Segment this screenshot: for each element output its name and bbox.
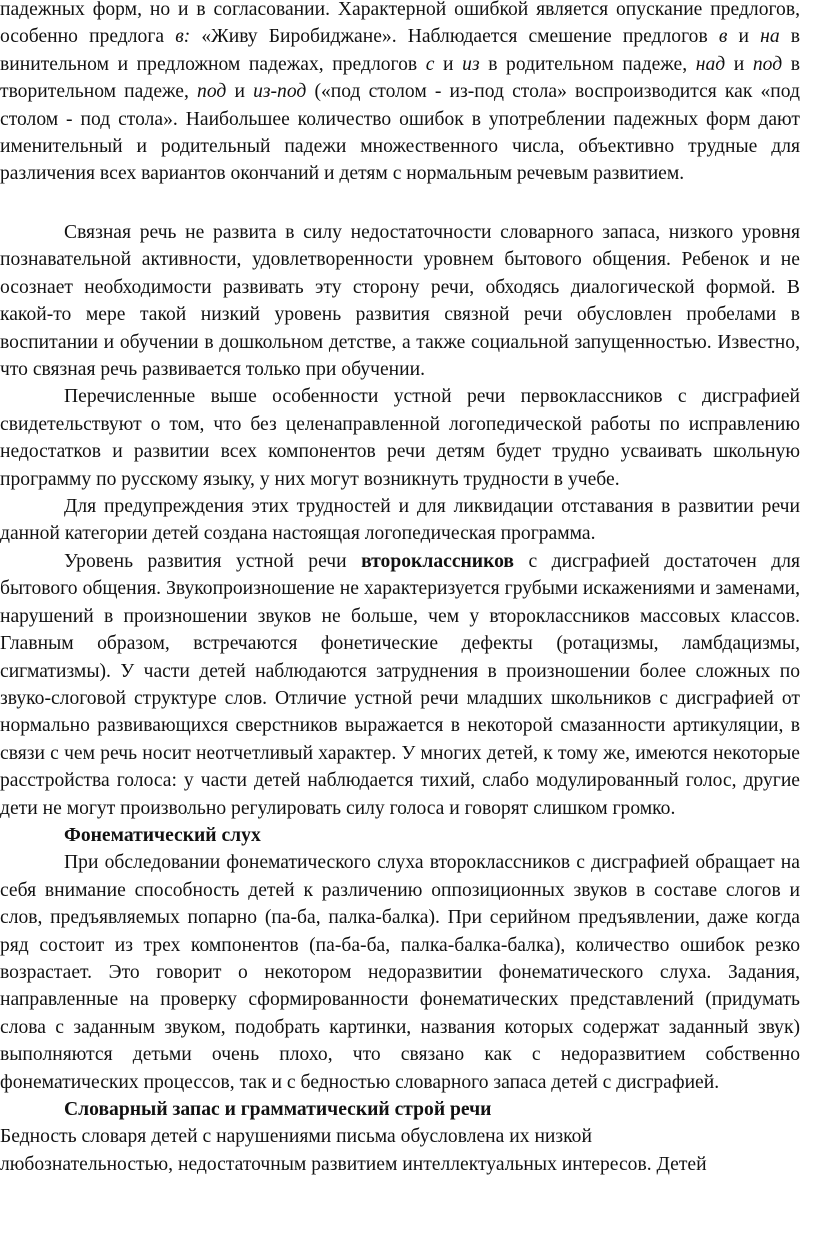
paragraph-program: Для предупреждения этих трудностей и для ликвидации отставания в развитии речи данной категории детей создана настоящая логопедическая программа.: [0, 496, 800, 545]
document-body: [0, 219, 800, 1178]
section-heading-phonemic-hearing: Фонематический слух: [64, 824, 261, 846]
paragraph-vocabulary-line-2: любознательностью, недостаточным развитием интеллектуальных интересов. Детей: [0, 1153, 707, 1175]
paragraph-phonemic-hearing: При обследовании фонематического слуха второклассников с дисграфией обращает на себя внимание способность детей к различению оппозиционных звуков в составе слогов и слов, предъявляемых попарно (па-ба, палка-балка). При серийном предъявлении, даже когда ряд состоит из трех компонентов (па-ба-ба, палка-балка-балка), количество ошибок резко возрастает. Это говорит о некотором недоразвитии фонематического слуха. Задания, направленные на проверку сформированности фонематических представлений (придумать слова с заданным звуком, подобрать картинки, названия которых содержат заданный звук) выполняются детьми очень плохо, что связано как с недоразвитием собственно фонематических процессов, так и с бедностью словарного запаса детей с дисграфией.: [0, 852, 800, 1093]
paragraph-connected-speech: Связная речь не развита в силу недостаточности словарного запаса, низкого уровня познавательной активности, удовлетворенности уровнем бытового общения. Ребенок и не осознает необходимости развивать эту сторону речи, обходясь диалогической формой. В какой-то мере такой низкий уровень развития связной речи обусловлен пробелами в воспитании и обучении в дошкольном детстве, а также социальной запущенностью. Известно, что связная речь развивается только при обучении.: [0, 222, 800, 381]
paragraph-case-forms: падежных форм, но и в согласовании. Характерной ошибкой является опускание предлогов, особенно предлога в: «Живу Биробиджане». Наблюдается смешение предлогов в и на в винительном и предложном падежах, предлогов с и из в родительном падеже, над и под в творительном падеже, под и из-под («под столом - из-под стола» воспроизводится как «под столом - под стола». Наибольшее количество ошибок в употреблении падежных форм дают именительный и родительный падежи множественного числа, объективно трудные для различения всех вариантов окончаний и детям с нормальным речевым развитием.: [0, 0, 801, 185]
paragraph-second-graders: Уровень развития устной речи второклассников с дисграфией достаточен для бытового общения. Звукопроизношение не характеризуется грубыми искажениями и заменами, нарушений в произношении звуков не больше, чем у второклассников массовых классов. Главным образом, встречаются фонетические дефекты (ротацизмы, ламбдацизмы, сигматизмы). У части детей наблюдаются затруднения в произношении более сложных по звуко-слоговой структуре слов. Отличие устной речи младших школьников с дисграфией от нормально развивающихся сверстников выражается в некоторой смазанности артикуляции, в связи с чем речь носит неотчетливый характер. У многих детей, к тому же, имеются некоторые расстройства голоса: у части детей наблюдается тихий, слабо модулированный голос, другие дети не могут произвольно регулировать силу голоса и говорят слишком громко.: [0, 550, 800, 819]
section-heading-vocabulary: Словарный запас и грамматический строй речи: [64, 1099, 492, 1120]
paragraph-vocabulary-line-1: Бедность словаря детей с нарушениями письма обусловлена их низкой: [0, 1126, 592, 1148]
paragraph-first-graders: Перечисленные выше особенности устной речи первоклассников с дисграфией свидетельствуют о том, что без целенаправленной логопедической работы по исправлению недостатков и развитии всех компонентов речи детям будет трудно усваивать школьную программу по русскому языку, у них могут возникнуть трудности в учебе.: [0, 386, 800, 490]
